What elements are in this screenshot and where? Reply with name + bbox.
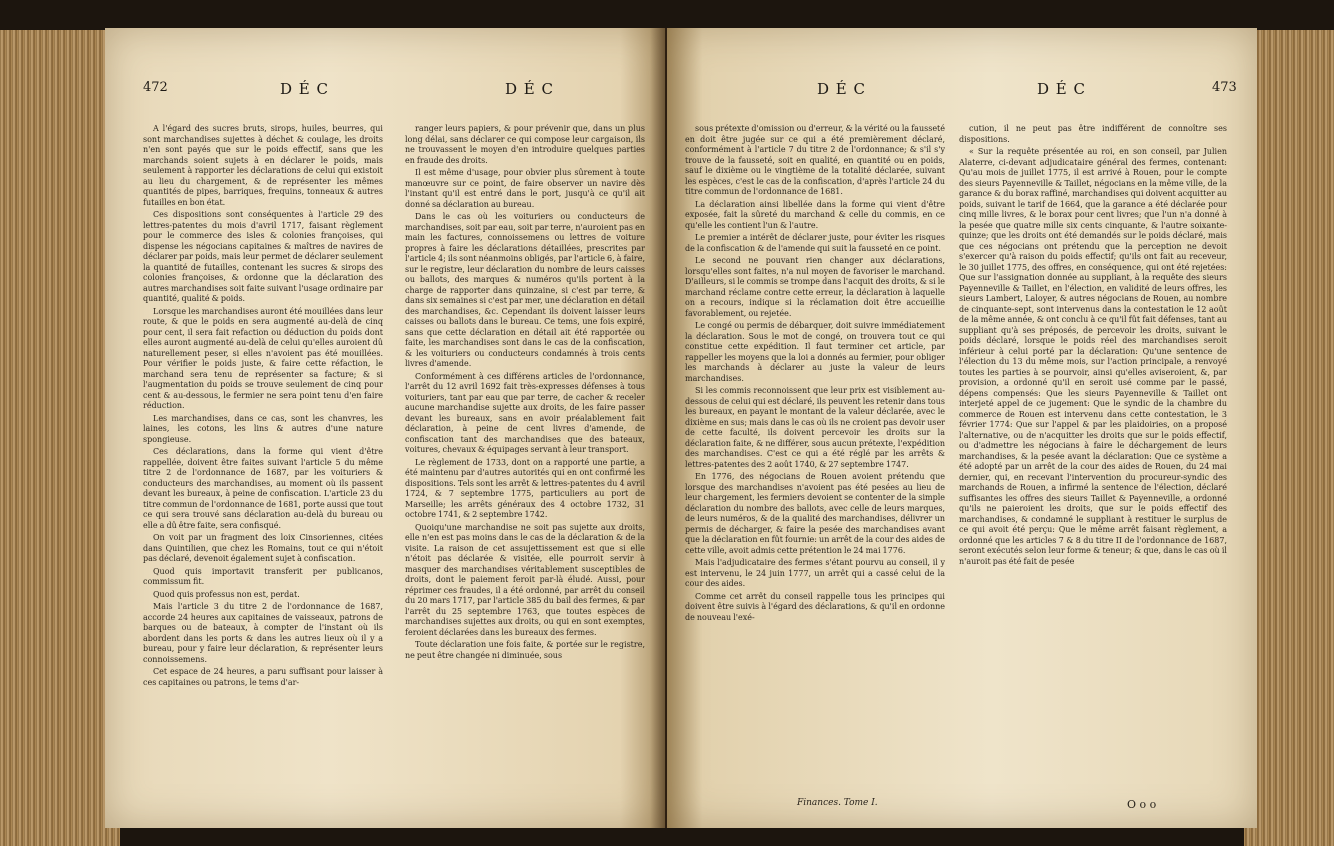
paragraph: La déclaration ainsi libellée dans la forme qui vient d'être exposée, fait la sûreté du marchand & celle du commis, en ce qu'elle les contient l'un & l'autre. — [685, 199, 945, 230]
paragraph: sous prétexte d'omission ou d'erreur, & la vérité ou la fausseté en doit être jugée sur ce qui a été premièrement déclaré, conformément à l'article 7 du titre 2 de l'ordonnance; & s'il s'y trouve de la fausseté, soit en qualité, en quantité ou en poids, sauf le dixième ou le vingtième de la totalité déclarée, suivant les espèces, c'est le cas de la confiscation, d'après l'article 24 du titre commun de l'ordonnance de 1681. — [685, 124, 945, 196]
running-header: D É C — [505, 80, 554, 98]
paragraph: ranger leurs papiers, & pour prévenir que, dans un plus long délai, sans déclarer ce qui compose leur cargaison, ils ne trouvassent le moyen d'en introduire quelques parties en fraude des droits. — [405, 124, 645, 165]
paragraph: Quoiqu'une marchandise ne soit pas sujette aux droits, elle n'en est pas moins dans le cas de la déclaration & de la visite. La raison de cet assujettissement est que si elle n'étoit pas déclarée & visitée, elle pourroit servir à masquer des marchandises véritablement susceptibles de droits, dont le paiement feroit par-là éludé. Aussi, pour réprimer ces fraudes, il a été ordonné, par arrêt du conseil du 20 mars 1717, par l'article 385 du bail des fermes, & par l'arrêt du 25 septembre 1763, que toutes espèces de marchandises sujettes aux droits, ou qui en sont exemptes, feroient déclarées dans les bureaux des fermes. — [405, 522, 645, 637]
text-column-1 — [143, 124, 383, 690]
paragraph: Mais l'adjudicataire des fermes s'étant pourvu au conseil, il y est intervenu, le 24 juin 1777, un arrêt qui a cassé celui de la cour des aides. — [685, 558, 945, 588]
paragraph: Conformément à ces différens articles de l'ordonnance, l'arrêt du 12 avril 1692 fait très-expresses défenses à tous voituriers, tant par eau que par terre, de cacher & receler aucune marchandise sujette aux droits, de les faire passer devant les bureaux, sans en avoir préalablement fait déclaration, à peine de cent livres d'amende, de confiscation tant des marchandises que des bateaux, voitures, chevaux & équipages servant à leur transport. — [405, 371, 645, 454]
paragraph: Quod quis professus non est, perdat. — [153, 589, 300, 599]
running-header: D É C — [817, 80, 866, 98]
paragraph: Mais l'article 3 du titre 2 de l'ordonnance de 1687, accorde 24 heures aux capitaines de vaisseaux, patrons de barques ou de bateaux, à compter de l'instant où ils abordent dans les ports & dans les autres lieux où il y a bureau, pour y faire leur déclaration, & représenter leurs connoissemens. — [143, 602, 383, 664]
paragraph: Les marchandises, dans ce cas, sont les chanvres, les laines, les cotons, les lins & autres d'une nature spongieuse. — [143, 413, 383, 444]
page-number: 472 — [143, 80, 168, 95]
text-column-2 — [405, 124, 645, 663]
text-column-2 — [959, 124, 1227, 569]
page-number: 473 — [1212, 80, 1237, 95]
paragraph: Ces dispositions sont conséquentes à l'article 29 des lettres-patentes du mois d'avril 1717, faisant règlement pour le commerce des isles & colonies françoises, qui dispense les négocians capitaines & maîtres de navires de déclarer par poids, mais leur permet de déclarer seulement la quantité de futailles, contenant les sucres & sirops des colonies françoises, & ordonne que la déclaration des autres marchandises soit faite suivant l'usage ordinaire par quantité, qualité & poids. — [143, 210, 383, 303]
paragraph: Le premier a intérêt de déclarer juste, pour éviter les risques de la confiscation & de l'amende qui suit la fausseté en ce point. — [685, 233, 945, 253]
paragraph: « Sur la requête présentée au roi, en son conseil, par Julien Alaterre, ci-devant adjudicataire général des fermes, contenant: Qu'au mois de juillet 1775, il est arrivé à Rouen, pour le compte des sieurs Payenneville & Taillet, négocians en la même ville, de la garance & du borax raffiné, marchandises qui doivent acquitter au poids, suivant le tarif de 1664, que la garance a été déclarée pour cinq mille livres, & le borax pour cent livres; que l'un n'a donné à la pesée que quatre mille six cents cinquante, & l'autre soixante-quinze; que les droits ont été demandés sur le poids déclaré, mais que ces négocians ont prétendu que la perception ne devoit s'exercer qu'à raison du poids effectif; qu'ils ont fait au receveur, le 30 juillet 1775, des offres, en conséquence, qui ont été rejetées: Que sur l'assignation donnée au suppliant, à la requête des sieurs Payenneville & Taillet, en l'élection, en validité de leurs offres, les sieurs Lambert, Laloyer, & autres négocians de Rouen, au nombre de cinquante-sept, sont intervenus dans la contestation le 12 août de la même année, & ont conclu à ce qu'il fût fait défenses, tant au suppliant qu'à ses préposés, de percevoir les droits, suivant le poids déclaré, lorsque le poids réel des marchandises seroit inférieur à celui porté par la déclaration: Qu'une sentence de l'élection du 13 du même mois, sur l'action principale, a renvoyé toutes les parties à se pourvoir, ainsi qu'elles aviseroient, &, par provision, a ordonné qu'il en seroit usé comme par le passé, dépens compensés: Que les sieurs Payenneville & Taillet ont interjeté appel de ce jugement: Que le syndic de la chambre du commerce de Rouen est intervenu dans cette contestation, le 3 février 1774: Que sur l'appel & par les plaidoiries, on a proposé l'alternative, ou de n'acquitter les droits que sur le poids effectif, ou d'admettre les négocians à faire le déchargement de leurs marchandises, & la pesée avant la déclaration: Que ce système a été adopté par un arrêt de la cour des aides de Rouen, du 24 mai dernier, qui, en recevant l'intervention du procureur-syndic des marchands de Rouen, a infirmé la sentence de l'élection, déclaré suffisantes les offres des sieurs Taillet & Payenneville, a ordonné qu'ils ne paieroient les droits, que sur le poids effectif des marchandises, & condamné le suppliant à restituer le surplus de ce qui avoit été perçu: Que le même arrêt faisant règlement, a ordonné que les articles 7 & 8 du titre II de l'ordonnance de 1687, seront exécutés selon leur forme & teneur; & que, dans le cas où il n'auroit pas été fait de pesée — [959, 147, 1227, 566]
paragraph: Si les commis reconnoissent que leur prix est visiblement au-dessous de celui qui est déclaré, ils peuvent les retenir dans tous les bureaux, en payant le montant de la valeur déclarée, avec le dixième en sus; mais dans le cas où ils ne croient pas devoir user de cette faculté, ils doivent percevoir les droits sur la déclaration faite, & ne différer, sous aucun prétexte, l'expédition des marchandises. C'est ce qui a été réglé par les arrêts & lettres-patentes des 2 août 1740, & 27 septembre 1747. — [685, 386, 945, 469]
paragraph: Lorsque les marchandises auront été mouillées dans leur route, & que le poids en sera augmenté au-delà de cinq pour cent, il sera fait refaction ou déduction du poids dont elles auront augmenté au-delà de celui qu'elles auroient dû naturellement peser, si elles n'avoient pas été mouillées. Pour vérifier le poids juste, & faire cette réfaction, le marchand sera tenu de représenter sa facture; & si l'augmentation du poids se trouve seulement de cinq pour cent & au-dessous, le fermier ne sera point tenu d'en faire réduction. — [143, 306, 383, 410]
paragraph: Dans le cas où les voituriers ou conducteurs de marchandises, soit par eau, soit par terre, n'auroient pas en main les factures, connoissemens ou lettres de voiture propres à faire les déclarations détaillées, prescrites par l'article 4; ils sont néanmoins obligés, par l'article 6, à faire, sur le registre, leur déclaration du nombre de leurs caisses ou ballots, des marques & numéros qu'ils portent à la charge de rapporter dans quinzaine, si c'est par terre, & dans six semaines si c'est par mer, une déclaration en détail des marchandises, &c. Cependant ils doivent laisser leurs caisses ou ballots dans le bureau. Ce tems, une fois expiré, sans que cette déclaration en détail ait été rapportée ou faite, les marchandises sont dans le cas de la confiscation, & les voituriers ou conducteurs condamnés à trois cents livres d'amende. — [405, 212, 645, 368]
left-page — [105, 28, 665, 828]
paragraph: Il est même d'usage, pour obvier plus sûrement à toute manœuvre sur ce point, de faire observer un navire dès l'instant qu'il est entré dans le port, jusqu'à ce qu'il ait donné sa déclaration au bureau. — [405, 168, 645, 209]
left-page-edges — [0, 30, 120, 846]
signature-mark: O o o — [1127, 798, 1157, 811]
right-page-edges — [1244, 30, 1334, 846]
paragraph: On voit par un fragment des loix Cinsoriennes, citées dans Quintilien, que chez les Romains, tout ce qui n'étoit pas déclaré, devenoit également sujet à confiscation. — [143, 533, 383, 563]
text-column-1 — [685, 124, 945, 625]
paragraph: cution, il ne peut pas être indifférent de connoître ses dispositions. — [959, 124, 1227, 144]
paragraph: Le règlement de 1733, dont on a rapporté une partie, a été maintenu par d'autres autorités qui en ont confirmé les dispositions. Tels sont les arrêt & lettres-patentes du 4 avril 1724, & 7 septembre 1775, particuliers au port de Marseille; les arrêts généraux des 4 octobre 1732, 31 octobre 1741, & 2 septembre 1742. — [405, 457, 645, 519]
paragraph: Quod quis importavit transferit per publicanos, commissum fit. — [143, 566, 383, 586]
running-header: D É C — [1037, 80, 1086, 98]
running-header: D É C — [280, 80, 329, 98]
right-page — [667, 28, 1257, 828]
paragraph: Le congé ou permis de débarquer, doit suivre immédiatement la déclaration. Sous le mot de congé, on trouvera tout ce qui constitue cette expédition. Il faut terminer cet article, par rappeller les moyens que la loi a donnés au fermier, pour obliger les marchands à déclarer au juste la valeur de leurs marchandises. — [685, 321, 945, 383]
paragraph: Ces déclarations, dans la forme qui vient d'être rappellée, doivent être faites suivant l'article 5 du même titre 2 de l'ordonnance de 1687, par les voituriers & conducteurs des marchandises, au moment où ils passent devant les bureaux, à peine de confiscation. L'article 23 du titre commun de l'ordonnance de 1681, porte aussi que tout ce qui sera trouvé sans déclaration au-delà du bureau ou elle a dû être faite, sera confisqué. — [143, 447, 383, 530]
paragraph: Comme cet arrêt du conseil rappelle tous les principes qui doivent être suivis à l'égard des déclarations, & qu'il en ordonne de nouveau l'exé- — [685, 591, 945, 622]
paragraph: Le second ne pouvant rien changer aux déclarations, lorsqu'elles sont faites, n'a nul moyen de favoriser le marchand. D'ailleurs, si le commis se trompe dans l'acquit des droits, & si le marchand réclame contre cette erreur, la déclaration à laquelle on a recours, indique si la réclamation doit être accueillie favorablement, ou rejetée. — [685, 256, 945, 318]
footer-title: Finances. Tome I. — [797, 798, 878, 808]
paragraph: En 1776, des négocians de Rouen avoient prétendu que lorsque des marchandises n'avoient pas été pesées au lieu de leur chargement, les fermiers devoient se contenter de la simple déclaration du nombre des ballots, avec celle de leurs marques, de leurs numéros, & de la qualité des marchandises, délivrer un permis de décharger, & faire la pesée des marchandises avant que la déclaration en fût fournie: un arrêt de la cour des aides de cette ville, avoit admis cette prétention le 24 mai 1776. — [685, 472, 945, 555]
paragraph: A l'égard des sucres bruts, sirops, huiles, beurres, qui sont marchandises sujettes à déchet & coulage, les droits n'en sont payés que sur le poids effectif, sans que les marchands soient sujets à en déclarer le poids, mais seulement à rapporter les déclarations de celui qui existoit au lieu du chargement, & de représenter les mêmes quantités de pipes, barriques, frequins, tonneaux & autres futailles en bon état. — [143, 124, 383, 207]
paragraph: Cet espace de 24 heures, a paru suffisant pour laisser à ces capitaines ou patrons, le tems d'ar- — [143, 667, 383, 687]
paragraph: Toute déclaration une fois faite, & portée sur le registre, ne peut être changée ni diminuée, sous — [405, 640, 645, 660]
